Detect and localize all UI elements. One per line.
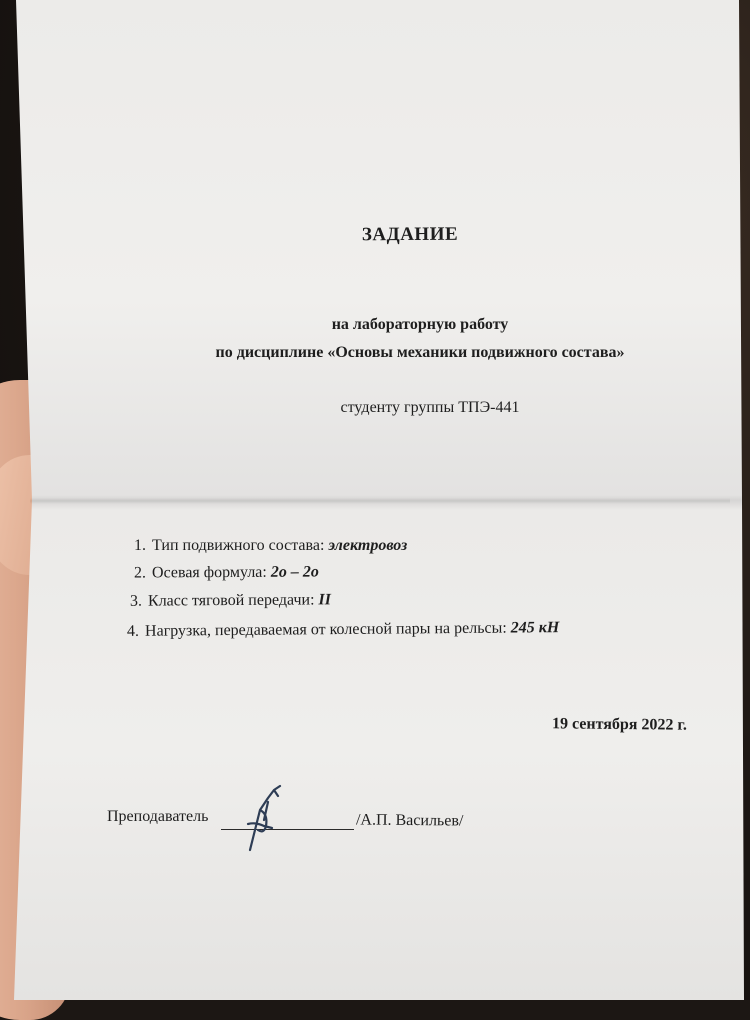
signature-role: Преподаватель [107,808,209,825]
document-subtitle-line1: на лабораторную работу [331,316,509,333]
task-item-number: 1. [134,537,146,554]
document-title: ЗАДАНИЕ [361,223,459,246]
paper-fold [30,498,730,504]
task-item-1 [134,537,407,555]
task-item-label: Класс тяговой передачи: [147,591,315,610]
task-item-number: 2. [133,564,147,582]
document-subtitle-line2: по дисциплине «Основы механики подвижного состава» [215,344,625,361]
document-date: 19 сентября 2022 г. [551,715,688,734]
task-item-value: 2о – 2о [270,563,319,581]
handwritten-signature [238,780,298,852]
task-item-value: 245 кН [510,619,560,637]
task-item-number: 4. [126,622,140,640]
task-item-number: 3. [129,592,143,610]
student-group: студенту группы ТПЭ-441 [340,399,520,416]
teacher-name: /А.П. Васильев/ [355,811,464,830]
task-item-label: Осевая формула: [151,563,267,582]
task-item-4 [127,619,559,641]
task-item-value: электровоз [328,537,408,554]
task-item-2 [134,564,319,583]
task-item-label: Нагрузка, передаваемая от колесной пары на рельсы: [144,619,507,640]
task-item-3 [130,591,331,610]
task-item-value: II [318,591,331,609]
task-item-label: Тип подвижного состава: [152,537,325,554]
